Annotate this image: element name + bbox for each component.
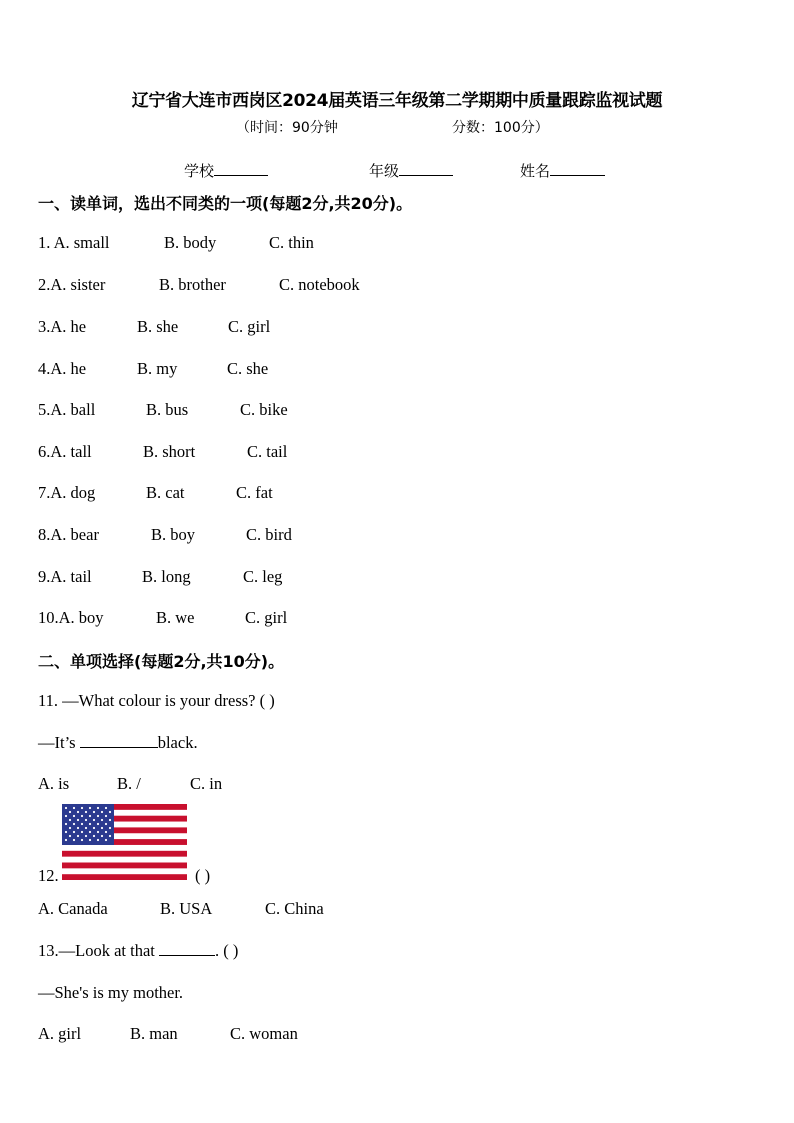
q6-option-a: 6.A. tall <box>38 442 92 461</box>
q12-option-a: A. Canada <box>38 899 108 918</box>
name-label: 姓名 <box>520 162 551 180</box>
q4-option-c: C. she <box>227 359 269 378</box>
name-field <box>520 160 605 181</box>
q13-option-c: C. woman <box>230 1024 298 1043</box>
name-blank[interactable] <box>550 161 605 176</box>
q3-option-a: 3.A. he <box>38 317 87 336</box>
q11-option-c: C. in <box>190 774 223 793</box>
q13-reply: —She's is my mother. <box>38 983 184 1002</box>
q5-option-c: C. bike <box>240 400 288 419</box>
q11-stem: 11. —What colour is your dress? ( ) <box>38 691 275 710</box>
exam-time: （时间：90分钟 <box>236 120 338 136</box>
q4-option-a: 4.A. he <box>38 359 87 378</box>
school-label: 学校 <box>184 162 215 180</box>
q5-option-b: B. bus <box>146 400 189 419</box>
q1-option-b: B. body <box>164 233 217 252</box>
q7-option-b: B. cat <box>146 483 185 502</box>
q13-stem <box>38 941 238 961</box>
q13-stem-prefix: 13.—Look at that <box>38 941 159 960</box>
q2-option-c: C. notebook <box>279 275 360 294</box>
q13-stem-suffix: . ( ) <box>214 941 239 960</box>
q12-answer-paren: ( ) <box>195 866 211 885</box>
q7-option-c: C. fat <box>236 483 273 502</box>
q11-option-a: A. is <box>38 774 70 793</box>
usa-flag-image <box>62 804 187 880</box>
q12-option-b: B. USA <box>160 899 213 918</box>
q2-option-a: 2.A. sister <box>38 275 106 294</box>
q5-option-a: 5.A. ball <box>38 400 96 419</box>
school-blank[interactable] <box>214 161 268 176</box>
grade-label: 年级 <box>369 162 400 180</box>
q11-answer-suffix: black. <box>157 733 198 752</box>
q3-option-c: C. girl <box>228 317 271 336</box>
q11-blank[interactable] <box>80 733 158 748</box>
q10-option-c: C. girl <box>245 608 288 627</box>
q8-option-b: B. boy <box>151 525 196 544</box>
q11-answer-line <box>38 733 198 753</box>
q7-option-a: 7.A. dog <box>38 483 96 502</box>
q11-option-b: B. / <box>117 774 141 793</box>
q11-answer-prefix: —It’s <box>38 733 80 752</box>
exam-title: 辽宁省大连市西岗区2024届英语三年级第二学期期中质量跟踪监视试题 <box>131 91 663 111</box>
grade-field <box>369 160 453 181</box>
q9-option-c: C. leg <box>243 567 283 586</box>
q13-option-a: A. girl <box>38 1024 82 1043</box>
q8-option-c: C. bird <box>246 525 292 544</box>
school-field <box>184 160 268 181</box>
q12-number: 12. <box>38 866 59 885</box>
q13-option-b: B. man <box>130 1024 178 1043</box>
q12-option-c: C. China <box>265 899 324 918</box>
q10-option-b: B. we <box>156 608 195 627</box>
q10-option-a: 10.A. boy <box>38 608 104 627</box>
q4-option-b: B. my <box>137 359 178 378</box>
q9-option-a: 9.A. tail <box>38 567 92 586</box>
grade-blank[interactable] <box>399 161 453 176</box>
q13-blank[interactable] <box>159 941 215 956</box>
q1-option-c: C. thin <box>269 233 314 252</box>
q3-option-b: B. she <box>137 317 179 336</box>
exam-score: 分数：100分） <box>452 120 549 136</box>
q2-option-b: B. brother <box>159 275 226 294</box>
section-1-heading: 一、读单词，选出不同类的一项(每题2分,共20分)。 <box>38 194 413 213</box>
q8-option-a: 8.A. bear <box>38 525 99 544</box>
section-2-heading: 二、单项选择(每题2分,共10分)。 <box>38 652 285 671</box>
q6-option-b: B. short <box>143 442 196 461</box>
q6-option-c: C. tail <box>247 442 288 461</box>
q9-option-b: B. long <box>142 567 191 586</box>
q1-option-a: 1. A. small <box>38 233 110 252</box>
